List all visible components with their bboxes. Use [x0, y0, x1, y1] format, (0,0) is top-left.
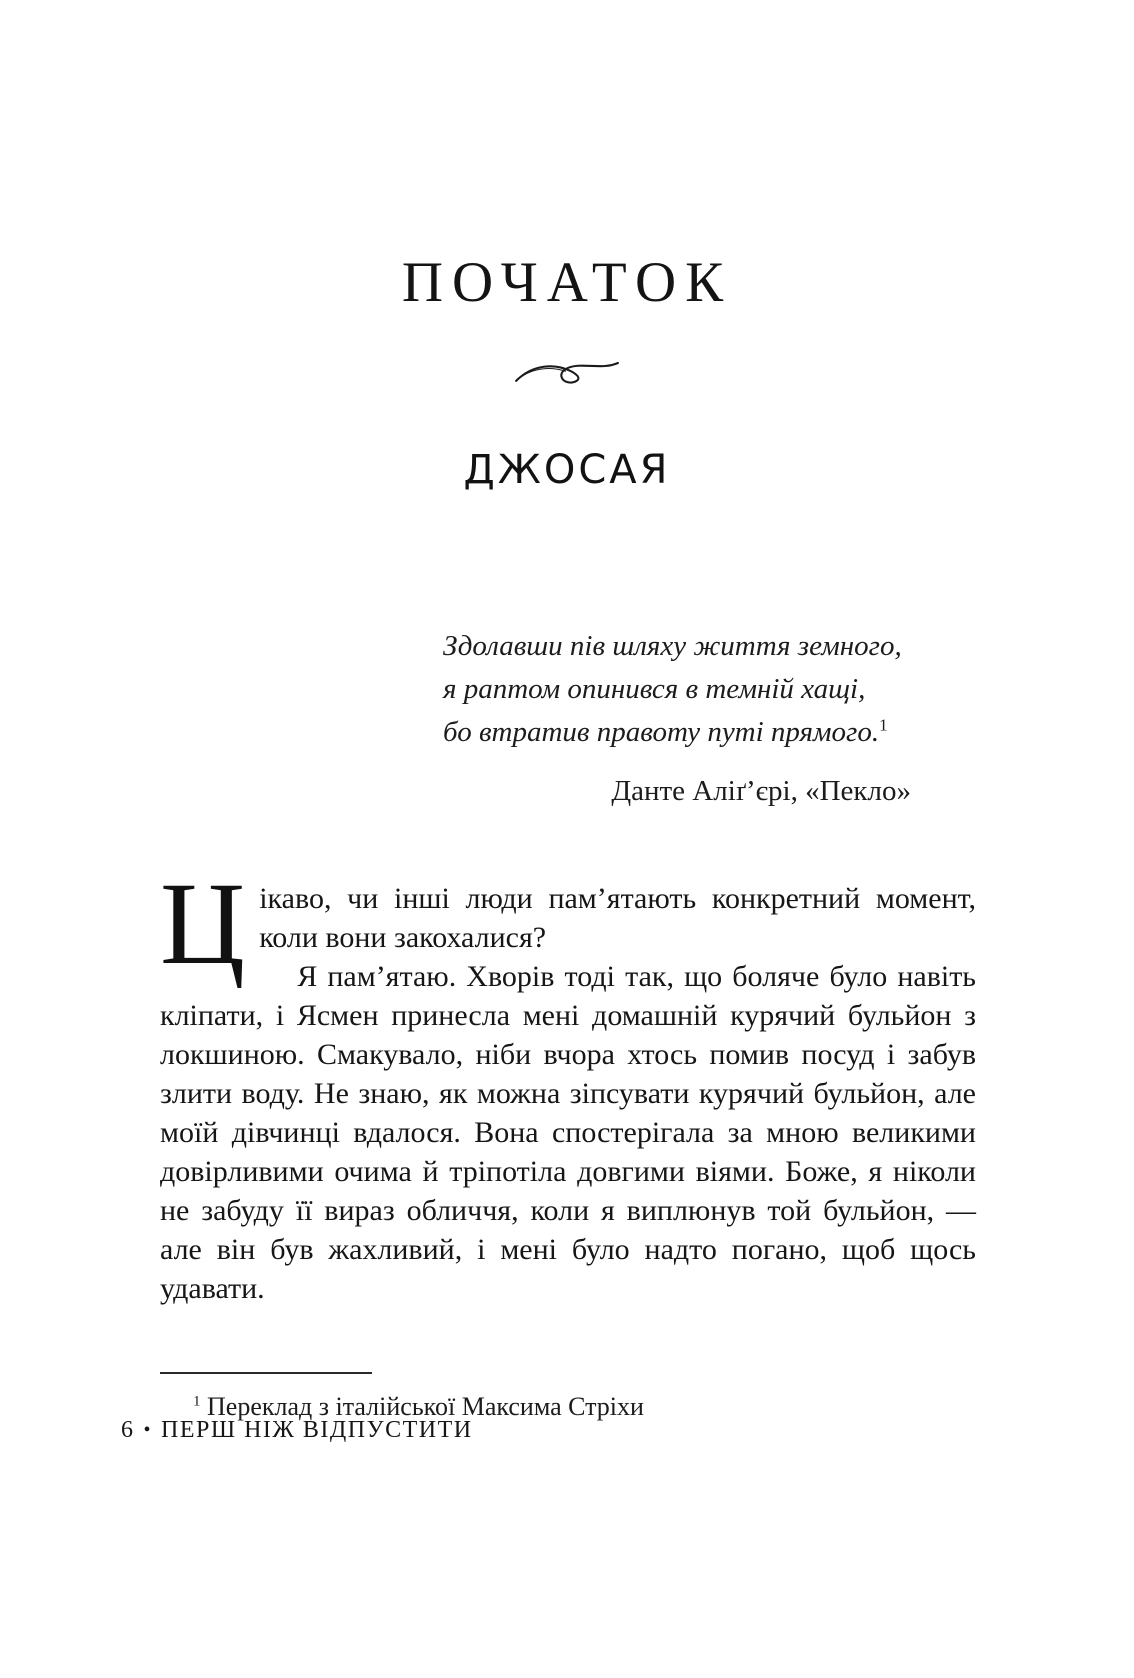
paragraph-text: ікаво, чи інші люди пам’ятають конкретний момент, коли вони закохалися? [259, 882, 976, 954]
chapter-title: ПОЧАТОК [401, 251, 733, 314]
footnote-marker: 1 [879, 715, 888, 735]
epigraph-line [443, 711, 911, 754]
paragraph: Я пам’ятаю. Хворів тоді так, що боляче було навіть кліпати, і Ясмен принесла мені домашній курячий бульйон з локшиною. Смакувало, ніби вчора хтось помив посуд і забув злити воду. Не знаю, як можна зіпсувати курячий бульйон, але моїй дівчинці вдалося. Вона спостерігала за мною великими довірливими очима й тріпотіла довгими віями. Боже, я ніколи не забуду її вираз обличчя, коли я виплюнув той бульйон, — але він був жахливий, і мені було надто погано, щоб щось удавати. [160, 960, 976, 1305]
epigraph-line-text: Здолавши пів шляху життя земного, [443, 630, 902, 662]
epigraph-attribution: Данте Аліґ’єрі, «Пекло» [611, 775, 911, 807]
epigraph-line-text: бо втратив правоту путі прямого. [443, 716, 880, 748]
epigraph-line [443, 625, 911, 668]
footnote-marker: 1 [193, 1393, 201, 1410]
paragraph [160, 858, 976, 989]
footnote-rule [160, 1372, 372, 1374]
page-number: 6 [121, 1417, 135, 1443]
section-heading: ДЖОСАЯ [463, 447, 671, 493]
footer-separator: • [143, 1419, 153, 1441]
dropcap: Ц [160, 858, 246, 989]
epigraph-line [443, 668, 911, 711]
epigraph [443, 625, 911, 813]
epigraph-line-text: я раптом опинився в темній хащі, [443, 673, 866, 705]
page-footer [121, 1417, 473, 1444]
body-text [160, 858, 976, 1308]
flourish-ornament [0, 357, 1134, 391]
running-title: ПЕРШ НІЖ ВІДПУСТИТИ [161, 1417, 473, 1443]
footnote-text: Переклад з італійської Максима Стріхи [207, 1392, 644, 1421]
